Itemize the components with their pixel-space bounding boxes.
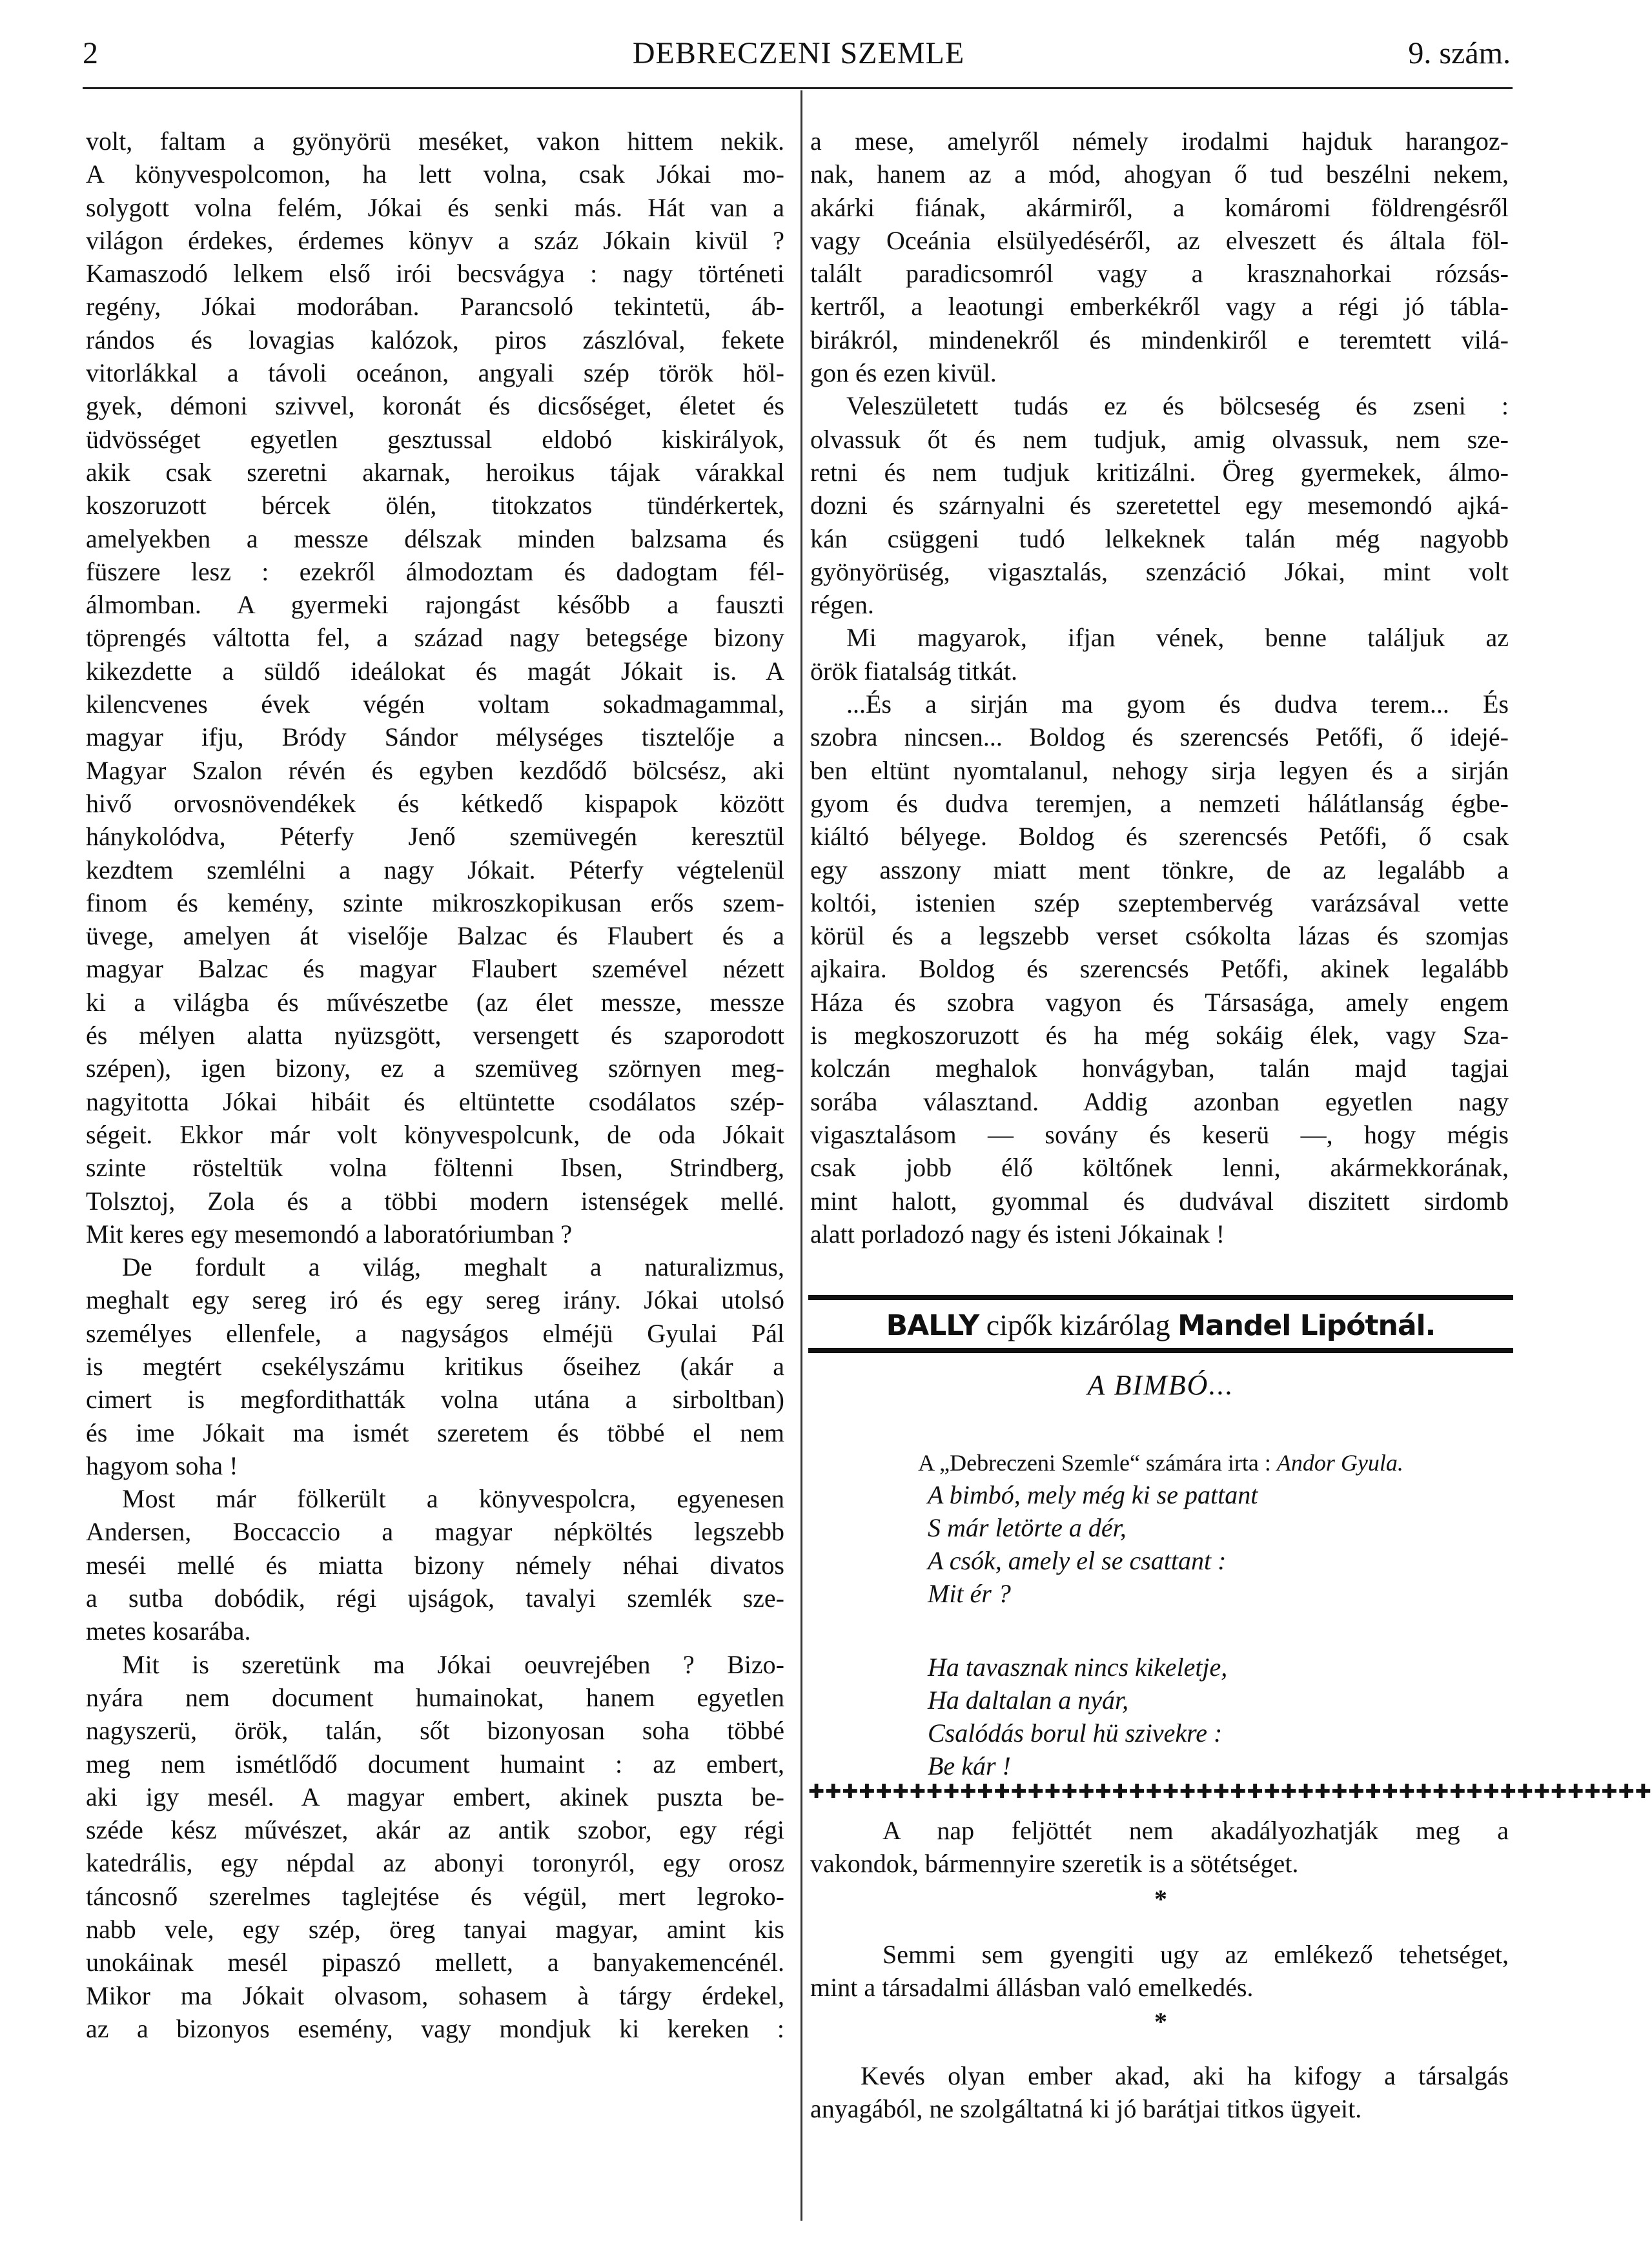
ad-bottom-rule: [808, 1348, 1513, 1353]
poem-byline: [808, 1449, 1513, 1476]
poem-line: Ha daltalan a nyár,: [928, 1686, 1129, 1715]
text-line: amelyekben a messze délszak minden balzsama és: [86, 524, 784, 553]
text-line: Háza és szobra vagyon és Társasága, amely engem: [810, 987, 1509, 1017]
text-line: olvassuk őt és nem tudjuk, amig olvassuk, nem sze-: [810, 424, 1509, 454]
text-line: Mit keres egy mesemondó a laboratóriumban ?: [86, 1219, 573, 1248]
byline-prefix: A „Debreczeni Szemle“ számára irta :: [918, 1450, 1271, 1476]
text-line: cimert is megfordithatták volna utána a sirboltban): [86, 1385, 784, 1414]
text-line: kilencvenes évek végén voltam sokadmagammal,: [86, 689, 784, 719]
text-line: nagyitotta Jókai hibáit és eltüntette csodálatos szép-: [86, 1086, 784, 1116]
poem-line: A csók, amely el se csattant :: [928, 1546, 1227, 1575]
ad-text: cipők kizárólag: [986, 1309, 1170, 1341]
text-line: nak, hanem az a mód, ahogyan ő tud beszélni nekem,: [810, 159, 1509, 189]
text-line: kezdtem szemlélni a nagy Jókait. Péterfy végtelenül: [86, 855, 784, 884]
text-line: csak jobb élő költőnek lenni, akármekkorának,: [810, 1153, 1509, 1183]
text-line: volt, faltam a gyönyörü meséket, vakon hittem nekik.: [86, 127, 784, 156]
text-line: alatt porladozó nagy és isteni Jókainak !: [810, 1219, 1225, 1248]
poem-author: Andor Gyula.: [1276, 1450, 1403, 1476]
text-line: nyára nem document humainokat, hanem egyetlen: [86, 1682, 784, 1712]
text-line: Magyar Szalon révén és egyben kezdődő bölcsész, aki: [86, 755, 784, 785]
advertisement: [808, 1308, 1513, 1342]
aphorism-line: mint a társadalmi állásban való emelkedés.: [810, 1973, 1254, 2002]
ad-shop: Mandel Lipótnál.: [1178, 1309, 1436, 1342]
text-line: ségeit. Ekkor már volt könyvespolcunk, de oda Jókait: [86, 1119, 784, 1149]
text-line: dozni és szárnyalni és szeretettel egy mesemondó ajká-: [810, 491, 1509, 520]
text-line: Andersen, Boccaccio a magyar népköltés legszebb: [86, 1517, 784, 1547]
text-line: meséi mellé és miatta bizony némely néhai divatos: [86, 1550, 784, 1580]
text-line: ajkaira. Boldog és szerencsés Petőfi, akinek legalább: [810, 954, 1509, 984]
text-line: meghalt egy sereg iró és egy sereg irány. Jókai utolsó: [86, 1285, 784, 1315]
text-line: akik csak szeretni akarnak, heroikus tájak várakkal: [86, 457, 784, 487]
text-line: kolczán meghalok honvágyban, talán majd tagjai: [810, 1054, 1509, 1083]
text-line: Kamaszodó lelkem első irói becsvágya : nagy történeti: [86, 259, 784, 289]
poem-line: A bimbó, mely még ki se pattant: [928, 1480, 1258, 1509]
aphorism-line: Kevés olyan ember akad, aki ha kifogy a társalgás: [861, 2061, 1509, 2090]
text-line: kán csüggeni tudó lelkeknek talán még nagyobb: [810, 524, 1509, 553]
text-line: Mikor ma Jókait olvasom, sohasem à tárgy érdekel,: [86, 1981, 784, 2010]
text-line: Veleszületett tudás ez és bölcseség és zseni :: [846, 391, 1509, 421]
paragraph: [86, 1482, 784, 1647]
text-line: kertről, a leaotungi emberkékről vagy a régi jó tábla-: [810, 292, 1509, 321]
text-line: ...És a sirján ma gyom és dudva terem... És: [846, 689, 1509, 719]
text-line: talált paradicsomról vagy a krasznahorkai rózsás-: [810, 259, 1509, 289]
text-line: ki a világba és művészetbe (az élet messze, messze: [86, 987, 784, 1017]
text-line: és mélyen alatta nyüzsgött, versengett és szaporodott: [86, 1021, 784, 1050]
text-line: solygott volna felém, Jókai és senki más. Hát van a: [86, 192, 784, 222]
ad-top-rule: [808, 1295, 1513, 1300]
text-line: magyar Balzac és magyar Flaubert szemével nézett: [86, 954, 784, 984]
aphorism-line: A nap feljöttét nem akadályozhatják meg a: [882, 1816, 1509, 1845]
text-line: körül és a legszebb verset csókolta lázas és szomjas: [810, 921, 1509, 951]
aphorism-line: Semmi sem gyengiti ugy az emlékező tehetséget,: [882, 1940, 1509, 1969]
right-column: [810, 125, 1509, 1250]
text-line: világon érdekes, érdemes könyv a száz Jókain kivül ?: [86, 225, 784, 255]
text-line: koszoruzott bércek ölén, titokzatos tündérkertek,: [86, 491, 784, 520]
text-line: meg nem ismétlődő document humaint : az embert,: [86, 1749, 784, 1778]
issue-number: 9. szám.: [1408, 36, 1511, 70]
paragraph: [810, 389, 1509, 621]
text-line: Mi magyarok, ifjan vének, benne találjuk az: [846, 623, 1509, 653]
paragraph: [810, 688, 1509, 1250]
text-line: kiáltó bélyege. Boldog és szerencsés Petőfi, ő csak: [810, 822, 1509, 851]
page-number: 2: [83, 36, 98, 70]
text-line: örök fiatalság titkát.: [810, 656, 1018, 686]
text-line: a mese, amelyről némely irodalmi hajduk harangoz-: [810, 127, 1509, 156]
text-line: gon és ezen kivül.: [810, 358, 997, 388]
text-line: kikezdette a süldő ideálokat és magát Jókait is. A: [86, 656, 784, 686]
text-line: szinte rösteltük volna föltenni Ibsen, Strindberg,: [86, 1153, 784, 1183]
text-line: Most már fölkerült a könyvespolcra, egyenesen: [122, 1484, 784, 1514]
poem-title: A BIMBÓ...: [1087, 1369, 1234, 1401]
text-line: finom és kemény, szinte mikroszkopikusan erős szem-: [86, 888, 784, 917]
paragraph: [86, 1648, 784, 2046]
paragraph: [86, 1250, 784, 1482]
text-line: álmomban. A gyermeki rajongást később a fauszti: [86, 590, 784, 620]
separator-star: *: [1154, 2007, 1167, 2036]
text-line: regény, Jókai modorában. Parancsoló tekintetü, áb-: [86, 292, 784, 321]
text-line: üvege, amelyen át viselője Balzac és Flaubert és a: [86, 921, 784, 951]
aphorism-line: vakondok, bármennyire szeretik is a sötétséget.: [810, 1849, 1299, 1878]
text-line: A könyvespolcomon, ha lett volna, csak Jókai mo-: [86, 159, 784, 189]
paragraph: [810, 125, 1509, 389]
text-line: metes kosarába.: [86, 1616, 251, 1646]
text-line: nabb vele, egy szép, öreg tanyai magyar, amint kis: [86, 1915, 784, 1944]
text-line: üdvösséget egyetlen gesztussal eldobó kiskirályok,: [86, 424, 784, 454]
text-line: unokáinak mesél pipaszó mellett, a banyakemencénél.: [86, 1948, 784, 1977]
text-line: is megkoszoruzott és ha még sokáig élek, vagy Sza-: [810, 1021, 1509, 1050]
text-line: a sutba dobódik, régi ujságok, tavalyi szemlék sze-: [86, 1584, 784, 1613]
text-line: vigasztalásom — sovány és keserü —, hogy mégis: [810, 1119, 1509, 1149]
text-line: Mit is szeretünk ma Jókai oeuvrejében ? Bizo-: [122, 1649, 784, 1679]
text-line: széde kész művészet, akár az antik szobor, egy régi: [86, 1815, 784, 1845]
text-line: vagy Oceánia elsülyedéséről, az elveszett és általa föl-: [810, 225, 1509, 255]
text-line: egy asszony miatt ment tönkre, de az legalább a: [810, 855, 1509, 884]
text-line: rándos és lovagias kalózok, piros zászlóval, fekete: [86, 325, 784, 354]
text-line: magyar ifju, Bródy Sándor mélységes tisztelője a: [86, 722, 784, 752]
aphorism-line: anyagából, ne szolgáltatná ki jó barátjai titkos ügyeit.: [810, 2094, 1362, 2123]
header-rule: [83, 87, 1513, 89]
text-line: töprengés váltotta fel, a század nagy betegsége bizony: [86, 623, 784, 653]
text-line: füszere lesz : ezekről álmodoztam és dadogtam fél-: [86, 556, 784, 586]
column-divider: [801, 90, 802, 2221]
text-line: szobra nincsen... Boldog és szerencsés Petőfi, ő idejé-: [810, 722, 1509, 752]
poem-line: Mit ér ?: [928, 1579, 1011, 1608]
text-line: koltói, istenien szép szeptembervég varázsával vette: [810, 888, 1509, 917]
text-line: ben eltünt nyomtalanul, nehogy sirja legyen és a sirján: [810, 755, 1509, 785]
text-line: és ime Jókait ma ismét szeretem és többé el nem: [86, 1418, 784, 1447]
text-line: gyom és dudva teremjen, a nemzeti hálátlanság égbe-: [810, 788, 1509, 818]
text-line: személyes ellenfele, a nagyságos elméjü Gyulai Pál: [86, 1318, 784, 1348]
left-column: [86, 125, 784, 2045]
text-line: táncosnő szerelmes taglejtése és végül, mert legroko-: [86, 1881, 784, 1911]
text-line: nagyszerü, örök, talán, sőt bizonyosan soha többé: [86, 1716, 784, 1746]
text-line: birákról, mindenekről és mindenkiről e teremtett vilá-: [810, 325, 1509, 354]
poem-line: Be kár !: [928, 1751, 1011, 1780]
ad-brand: BALLY: [886, 1309, 979, 1342]
text-line: Tolsztoj, Zola és a többi modern istenségek mellé.: [86, 1186, 784, 1216]
paragraph: [86, 125, 784, 1250]
separator-star: *: [1154, 1884, 1167, 1913]
text-line: aki igy mesél. A magyar embert, akinek puszta be-: [86, 1782, 784, 1811]
text-line: gyönyörüség, vigasztalás, szenzáció Jókai, mint volt: [810, 556, 1509, 586]
text-line: hagyom soha !: [86, 1451, 238, 1480]
text-line: szépen), igen bizony, ez a szemüveg szörnyen meg-: [86, 1054, 784, 1083]
poem-line: S már letörte a dér,: [928, 1513, 1127, 1542]
text-line: is megtért csekélyszámu kritikus őseihez (akár a: [86, 1351, 784, 1381]
text-line: az a bizonyos esemény, vagy mondjuk ki kereken :: [86, 2013, 784, 2043]
text-line: mint halott, gyommal és dudvával diszitett sirdomb: [810, 1186, 1509, 1216]
text-line: akárki fiának, akármiről, a komáromi földrengésről: [810, 192, 1509, 222]
journal-title: DEBRECZENI SZEMLE: [632, 36, 965, 70]
text-line: sorába választand. Addig azonban egyetlen nagy: [810, 1086, 1509, 1116]
text-line: hánykolódva, Péterfy Jenő szemüvegén keresztül: [86, 822, 784, 851]
text-line: hivő orvosnövendékek és kétkedő kispapok között: [86, 788, 784, 818]
text-line: retni és nem tudjuk kritizálni. Öreg gyermekek, álmo-: [810, 457, 1509, 487]
poem-line: Ha tavasznak nincs kikeletje,: [928, 1653, 1228, 1682]
text-line: katedrális, egy népdal az abonyi toronyról, egy orosz: [86, 1848, 784, 1878]
text-line: De fordult a világ, meghalt a naturalizmus,: [122, 1252, 784, 1282]
text-line: vitorlákkal a távoli oceánon, angyali szép török höl-: [86, 358, 784, 388]
ornament-divider: ✚✚✚✚✚✚✚✚✚✚✚✚✚✚✚✚✚✚✚✚✚✚✚✚✚✚✚✚✚✚✚✚✚✚✚✚✚✚✚✚✚✚✚✚✚✚✚✚✚✚: [808, 1781, 1652, 1802]
poem-line: Csalódás borul hü szivekre :: [928, 1718, 1223, 1748]
paragraph: [810, 621, 1509, 688]
text-line: régen.: [810, 590, 874, 620]
text-line: gyek, démoni szivvel, koronát és dicsőséget, életet és: [86, 391, 784, 421]
